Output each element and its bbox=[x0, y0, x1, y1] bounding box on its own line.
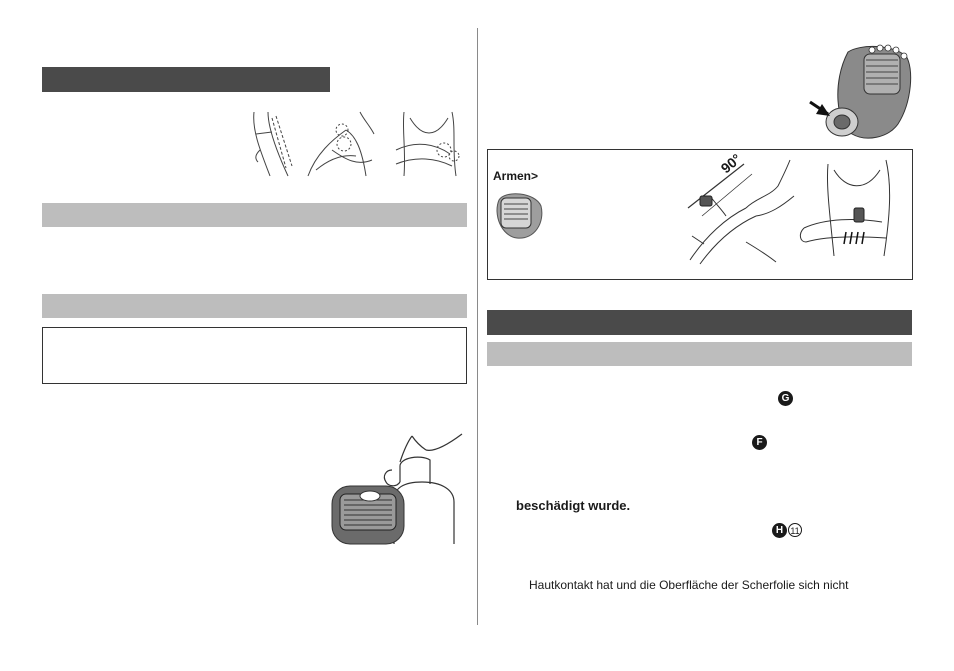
marker-f: F bbox=[752, 435, 767, 450]
marker-g: G bbox=[778, 391, 793, 406]
arm-box-label: Armen> bbox=[493, 169, 539, 183]
note-box-left bbox=[42, 327, 467, 384]
angle-label: 90° bbox=[717, 150, 745, 177]
section-header-bar-left-2 bbox=[42, 203, 467, 227]
epilator-head-thumbnail bbox=[495, 192, 543, 242]
cleaning-illustration bbox=[330, 430, 466, 546]
epilator-device-illustration bbox=[806, 42, 914, 142]
body-areas-illustration bbox=[246, 110, 464, 178]
bold-note-text: beschädigt wurde. bbox=[516, 498, 631, 513]
bottom-text-line: Hautkontakt hat und die Oberfläche der Scherfolie sich nicht bbox=[529, 578, 849, 592]
section-header-bar-right-2 bbox=[487, 342, 912, 366]
section-header-bar-right-1 bbox=[487, 310, 912, 335]
marker-h: H bbox=[772, 523, 787, 538]
column-divider bbox=[477, 28, 478, 625]
arm-epilation-illustration bbox=[686, 150, 908, 264]
marker-11: 11 bbox=[788, 523, 802, 537]
section-header-bar-left-1 bbox=[42, 67, 330, 92]
section-header-bar-left-3 bbox=[42, 294, 467, 318]
